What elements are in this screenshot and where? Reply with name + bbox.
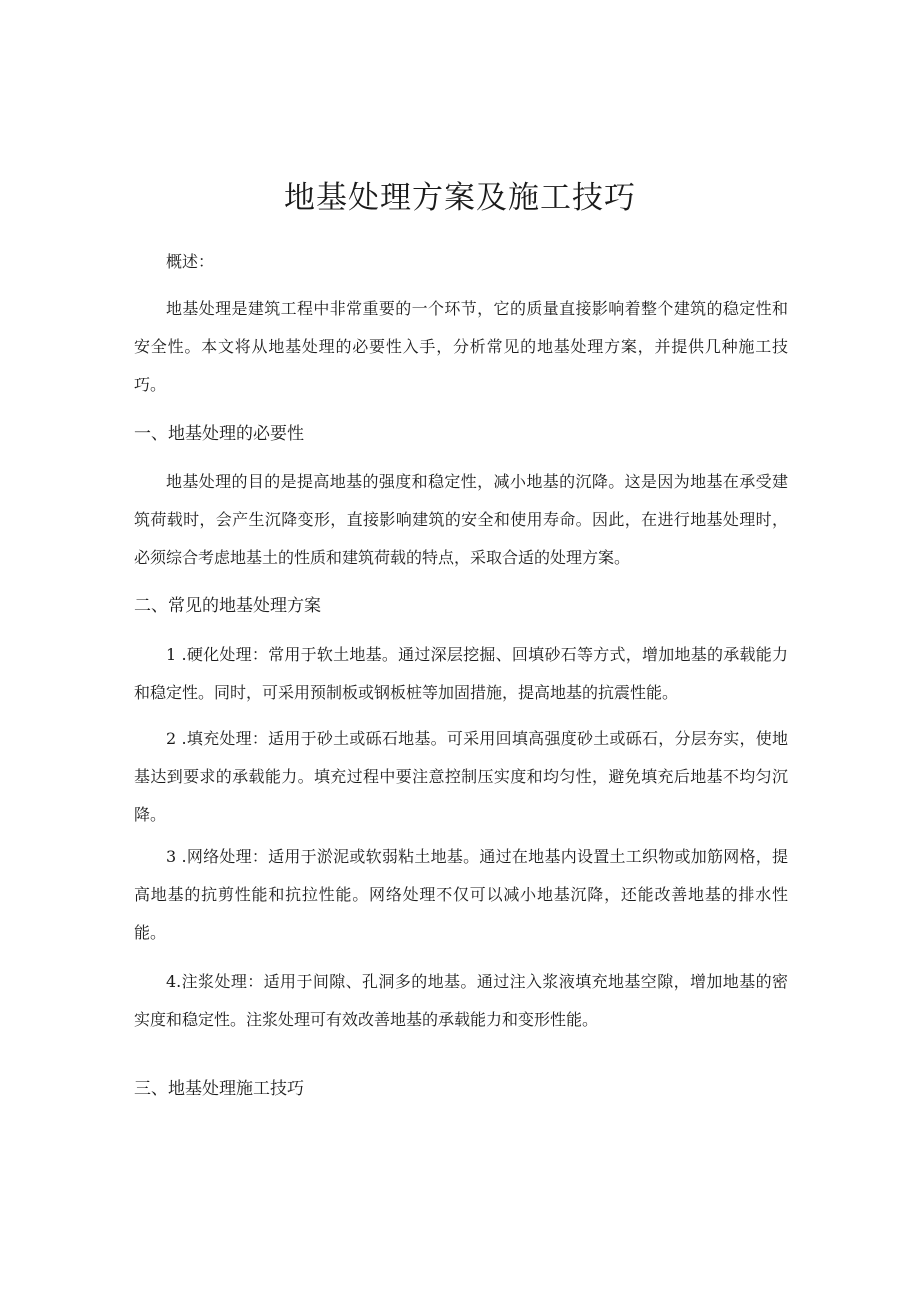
overview-paragraph: 地基处理是建筑工程中非常重要的一个环节，它的质量直接影响着整个建筑的稳定性和安全性。本文将从地基处理的必要性入手，分析常见的地基处理方案，并提供几种施工技巧。 bbox=[134, 299, 788, 394]
section-heading-necessity: 一、地基处理的必要性 bbox=[134, 424, 304, 444]
scheme-item-filling: 2 .填充处理：适用于砂土或砾石地基。可采用回填高强度砂土或砾石，分层夯实，使地基达到要求的承载能力。填充过程中要注意控制压实度和均匀性，避免填充后地基不均匀沉降。 bbox=[134, 729, 788, 824]
scheme-item-hardening: 1 .硬化处理：常用于软土地基。通过深层挖掘、回填砂石等方式，增加地基的承载能力和稳定性。同时，可采用预制板或钢板桩等加固措施，提高地基的抗震性能。 bbox=[134, 645, 788, 702]
section-heading-techniques: 三、地基处理施工技巧 bbox=[134, 1079, 304, 1099]
section-heading-schemes: 二、常见的地基处理方案 bbox=[134, 596, 321, 616]
scheme-item-network: 3 .网络处理：适用于淤泥或软弱粘土地基。通过在地基内设置土工织物或加筋网格，提高地基的抗剪性能和抗拉性能。网络处理不仅可以减小地基沉降，还能改善地基的排水性能。 bbox=[134, 847, 788, 942]
document-title: 地基处理方案及施工技巧 bbox=[284, 180, 636, 216]
scheme-item-grouting: 4.注浆处理：适用于间隙、孔洞多的地基。通过注入浆液填充地基空隙，增加地基的密实度和稳定性。注浆处理可有效改善地基的承载能力和变形性能。 bbox=[134, 972, 788, 1029]
necessity-paragraph: 地基处理的目的是提高地基的强度和稳定性，减小地基的沉降。这是因为地基在承受建筑荷载时，会产生沉降变形，直接影响建筑的安全和使用寿命。因此，在进行地基处理时，必须综合考虑地基土的性质和建筑荷载的特点，采取合适的处理方案。 bbox=[134, 472, 788, 567]
overview-label: 概述： bbox=[166, 252, 215, 271]
